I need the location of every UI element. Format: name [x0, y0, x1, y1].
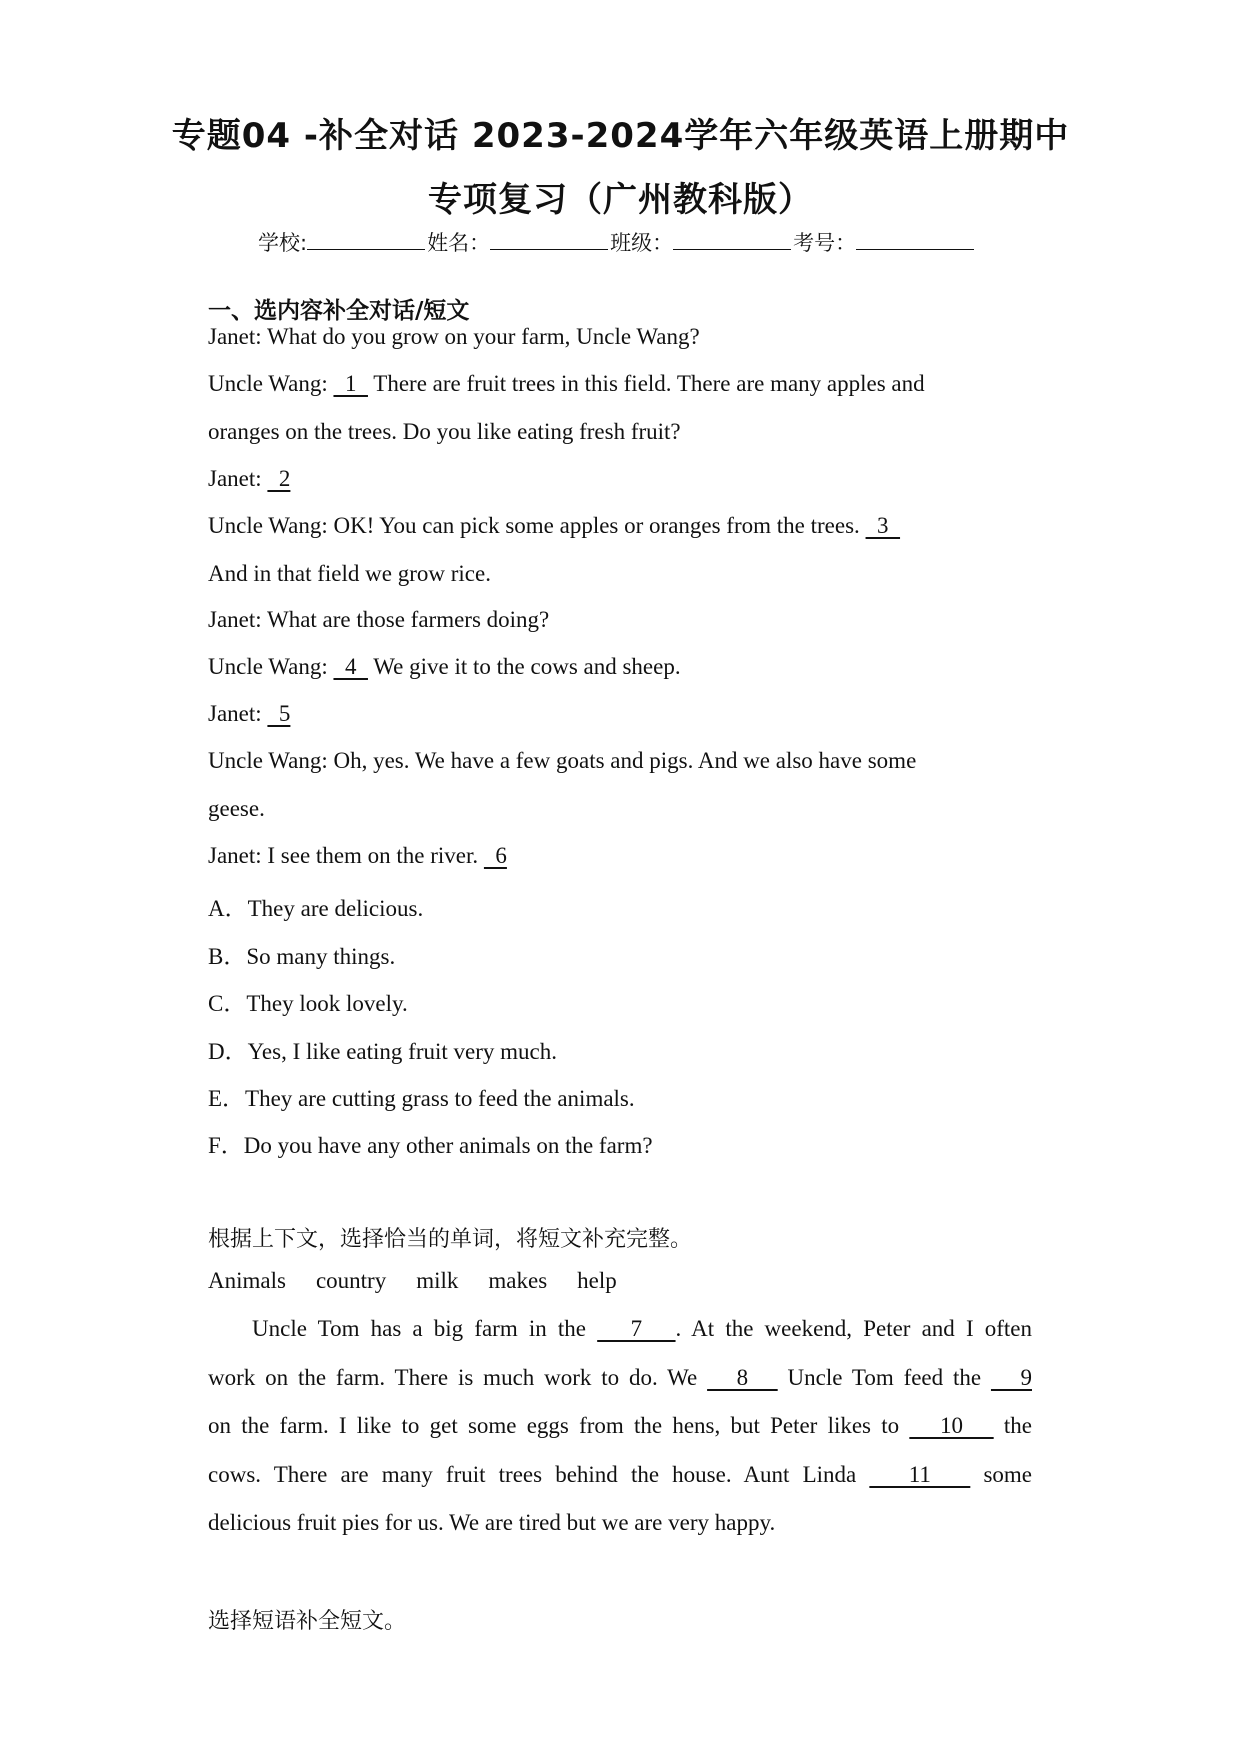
name-blank[interactable] [490, 229, 608, 250]
option-a: A．They are delicious. [208, 896, 424, 921]
passage-text: delicious fruit pies for us. We are tired but we are very happy. [208, 1510, 776, 1535]
section1-heading: 一、选内容补全对话/短文 [208, 298, 470, 324]
dialogue-text: geese. [208, 796, 265, 821]
passage-text: some [970, 1462, 1032, 1487]
option-f: F．Do you have any other animals on the farm? [208, 1133, 653, 1158]
passage-line [252, 1316, 1032, 1342]
passage-text: . At the weekend, Peter and I often [675, 1316, 1033, 1341]
dialogue-line [208, 748, 916, 774]
dialogue-text: Janet: I see them on the river. [208, 843, 484, 868]
page-title-line2: 专项复习（广州教科版） [428, 180, 813, 220]
answer-blank-4[interactable]: 4 [333, 654, 368, 679]
option-c: C．They look lovely. [208, 991, 408, 1016]
dialogue-text: Janet: What do you grow on your farm, Uncle Wang? [208, 324, 700, 349]
page-title-line1: 专题04 -补全对话 2023-2024学年六年级英语上册期中 [171, 116, 1070, 156]
dialogue-text: We give it to the cows and sheep. [367, 654, 681, 679]
option-b: B．So many things. [208, 944, 396, 969]
answer-blank-10[interactable]: 10 [909, 1413, 994, 1438]
word-bank-item: help [577, 1268, 617, 1293]
word-bank-item: milk [416, 1268, 459, 1293]
answer-blank-5[interactable]: 5 [267, 701, 291, 726]
dialogue-line [208, 513, 900, 539]
dialogue-line [208, 371, 925, 397]
school-label: 学校: [258, 231, 308, 255]
option-e: E．They are cutting grass to feed the animals. [208, 1086, 635, 1111]
dialogue-text: oranges on the trees. Do you like eating fresh fruit? [208, 419, 681, 444]
passage-line [208, 1413, 1032, 1439]
answer-blank-8[interactable]: 8 [707, 1365, 778, 1390]
answer-blank-2[interactable]: 2 [267, 466, 291, 491]
dialogue-line [208, 796, 265, 822]
dialogue-line [208, 324, 700, 350]
dialogue-line [208, 654, 681, 680]
dialogue-line [208, 561, 491, 587]
dialogue-line [208, 419, 681, 445]
dialogue-text: Uncle Wang: [208, 371, 334, 396]
answer-blank-6[interactable]: 6 [483, 843, 507, 868]
dialogue-line [208, 607, 549, 633]
passage-text: the [993, 1413, 1032, 1438]
option-d: D．Yes, I like eating fruit very much. [208, 1039, 557, 1064]
number-blank[interactable] [856, 229, 974, 250]
dialogue-line [208, 701, 290, 727]
word-bank-item: makes [488, 1268, 548, 1293]
passage-text: work on the farm. There is much work to do. We [208, 1365, 708, 1390]
class-blank[interactable] [673, 229, 791, 250]
answer-blank-11[interactable]: 11 [869, 1462, 971, 1487]
passage-text: Uncle Tom feed the [777, 1365, 991, 1390]
answer-blank-3[interactable]: 3 [865, 513, 901, 538]
dialogue-text: Janet: What are those farmers doing? [208, 607, 550, 632]
dialogue-text: There are fruit trees in this field. There are many apples and [367, 371, 925, 396]
passage-line [208, 1510, 775, 1536]
name-label: 姓名： [427, 231, 491, 255]
passage-text: Uncle Tom has a big farm in the [252, 1316, 598, 1341]
dialogue-text: Uncle Wang: Oh, yes. We have a few goats and pigs. And we also have some [208, 748, 917, 773]
passage-line [208, 1462, 1032, 1488]
dialogue-text: Uncle Wang: OK! You can pick some apples or oranges from the trees. [208, 513, 866, 538]
dialogue-line [208, 843, 507, 869]
answer-blank-7[interactable]: 7 [597, 1316, 676, 1341]
dialogue-text: Janet: [208, 466, 268, 491]
answer-blank-9[interactable]: 9 [990, 1365, 1032, 1390]
dialogue-text: Uncle Wang: [208, 654, 334, 679]
word-bank [208, 1268, 617, 1294]
dialogue-text: Janet: [208, 701, 268, 726]
word-bank-item: Animals [208, 1268, 286, 1293]
class-label: 班级： [610, 231, 674, 255]
number-label: 考号： [793, 231, 857, 255]
passage-text: on the farm. I like to get some eggs from the hens, but Peter likes to [208, 1413, 910, 1438]
student-info-row [258, 227, 976, 257]
section2-instruction: 根据上下文，选择恰当的单词，将短文补充完整。 [208, 1227, 693, 1252]
passage-text: cows. There are many fruit trees behind the house. Aunt Linda [208, 1462, 870, 1487]
section3-instruction: 选择短语补全短文。 [208, 1609, 407, 1634]
passage-line [208, 1365, 1032, 1391]
dialogue-line [208, 466, 290, 492]
answer-blank-1[interactable]: 1 [333, 371, 368, 396]
dialogue-text: And in that field we grow rice. [208, 561, 491, 586]
school-blank[interactable] [307, 229, 425, 250]
word-bank-item: country [315, 1268, 387, 1293]
